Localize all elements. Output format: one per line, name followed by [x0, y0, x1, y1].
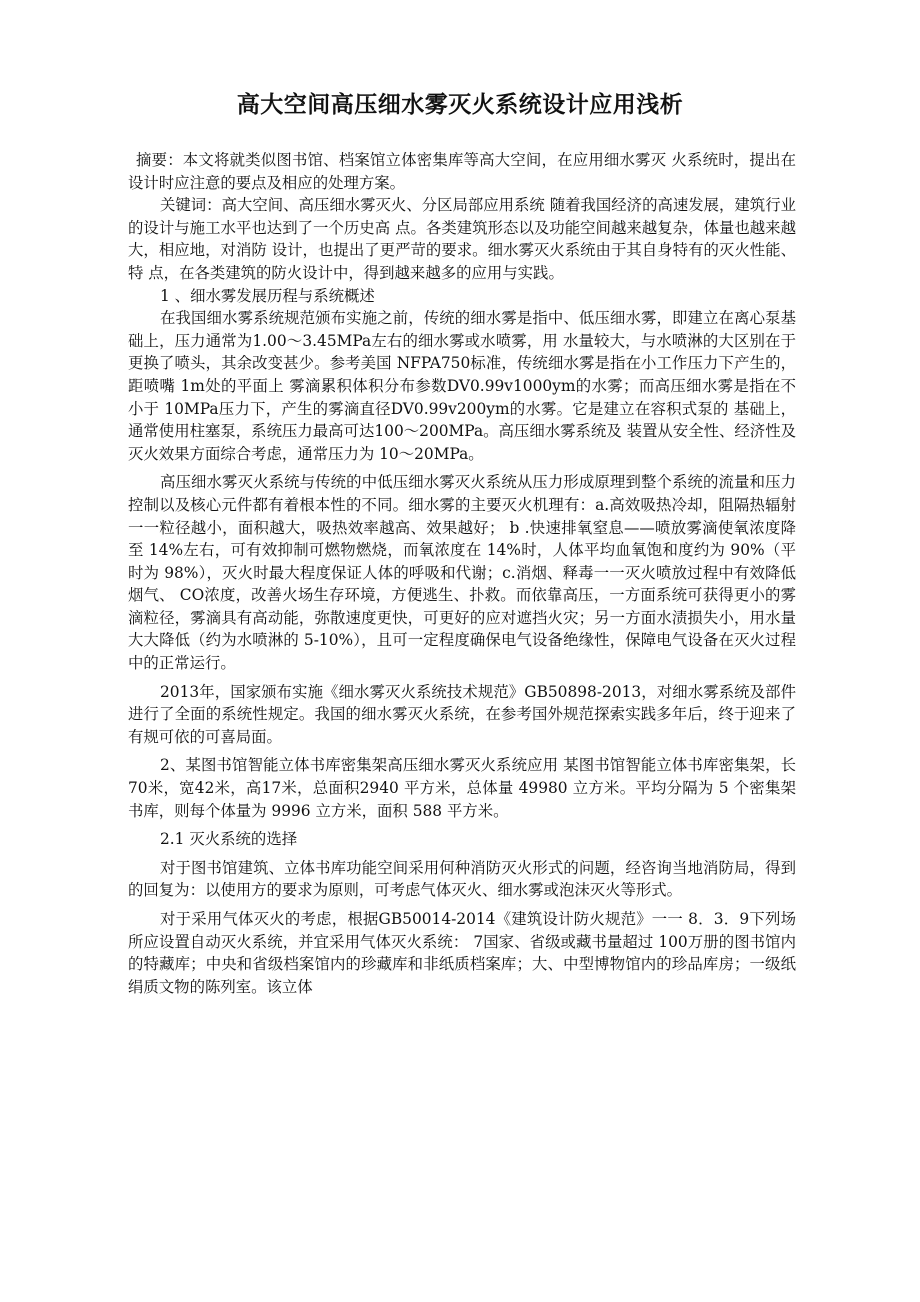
page-title: 高大空间高压细水雾灭火系统设计应用浅析: [236, 91, 684, 118]
abstract-paragraph: 摘要：本文将就类似图书馆、档案馆立体密集库等高大空间，在应用细水雾灭 火系统时，提出在设计时应注意的要点及相应的处理方案。: [128, 151, 796, 192]
keywords-paragraph: 关键词：高大空间、高压细水雾灭火、分区局部应用系统 随着我国经济的高速发展，建筑行业的设计与施工水平也达到了一个历史高 点。各类建筑形态以及功能空间越来越复杂，体量也越来越大，相应地，对消防 设计，也提出了更严苛的要求。细水雾灭火系统由于其自身特有的灭火性能、特 点，在各类建筑的防火设计中，得到越来越多的应用与实践。: [128, 196, 796, 282]
section-heading-1: 1 、细水雾发展历程与系统概述: [160, 286, 375, 305]
document-body: [128, 149, 796, 998]
body-paragraph: 在我国细水雾系统规范颁布实施之前，传统的细水雾是指中、低压细水雾，即建立在离心泵基础上，压力通常为1.00〜3.45MPa左右的细水雾或水喷雾，用 水量较大，与水喷淋的大区别在于更换了喷头，其余改变甚少。参考美国 NFPA750标准，传统细水雾是指在小工作压力下产生的，距喷嘴 1m处的平面上 雾滴累积体积分布参数DV0.99v1000ym的水雾；而高压细水雾是指在不小于 10MPa压力下，产生的雾滴直径DV0.99v200ym的水雾。它是建立在容积式泵的 基础上，通常使用柱塞泵，系统压力最高可达100〜200MPa。高压细水雾系统及 装置从安全性、经济性及灭火效果方面综合考虑，通常压力为 10〜20MPa。: [128, 309, 796, 463]
section-heading-2: 2、某图书馆智能立体书库密集架高压细水雾灭火系统应用 某图书馆智能立体书库密集架，长70米，宽42米，高17米，总面积2940 平方米，总体量 49980 立方米。平均分隔为 5 个密集架书库，则每个体量为 9996 立方米，面积 588 平方米。: [128, 756, 796, 820]
body-paragraph: 对于图书馆建筑、立体书库功能空间采用何种消防灭火形式的问题，经咨询当地消防局，得到的回复为：以使用方的要求为原则，可考虑气体灭火、细水雾或泡沫灭火等形式。: [128, 858, 796, 900]
subsection-heading-2-1: 2.1 灭火系统的选择: [160, 830, 298, 849]
body-paragraph: 对于采用气体灭火的考虑，根据GB50014-2014《建筑设计防火规范》一一 8．3．9下列场所应设置自动灭火系统，并宜采用气体灭火系统： 7国家、省级或藏书量超过 100万册的图书馆内的特藏库；中央和省级档案馆内的珍藏库和非纸质档案库；大、中型博物馆内的珍品库房；一级纸绢质文物的陈列室。该立体: [128, 910, 796, 996]
body-paragraph: 2013年，国家颁布实施《细水雾灭火系统技术规范》GB50898-2013，对细水雾系统及部件进行了全面的系统性规定。我国的细水雾灭火系统，在参考国外规范探索实践多年后，终于迎来了有规可依的可喜局面。: [128, 682, 796, 746]
body-paragraph: 高压细水雾灭火系统与传统的中低压细水雾灭火系统从压力形成原理到整个系统的流量和压力控制以及核心元件都有着根本性的不同。细水雾的主要灭火机理有：a.高效吸热冷却，阻隔热辐射一一粒径越小，面积越大，吸热效率越高、效果越好； b .快速排氧窒息——喷放雾滴使氧浓度降至 14%左右，可有效抑制可燃物燃烧，而氧浓度在 14%时，人体平均血氧饱和度约为 90%（平时为 98%），灭火时最大程度保证人体的呼吸和代谢；c.消烟、释毒一一灭火喷放过程中有效降低烟气、 CO浓度，改善火场生存环境，方便逃生、扑救。而依靠高压，一方面系统可获得更小的雾滴粒径，雾滴具有高动能，弥散速度更快，可更好的应对遮挡火灾；另一方面水渍损失小，用水量大大降低（约为水喷淋的 5-10%），且可一定程度确保电气设备绝缘性，保障电气设备在灭火过程中的正常运行。: [128, 473, 796, 673]
